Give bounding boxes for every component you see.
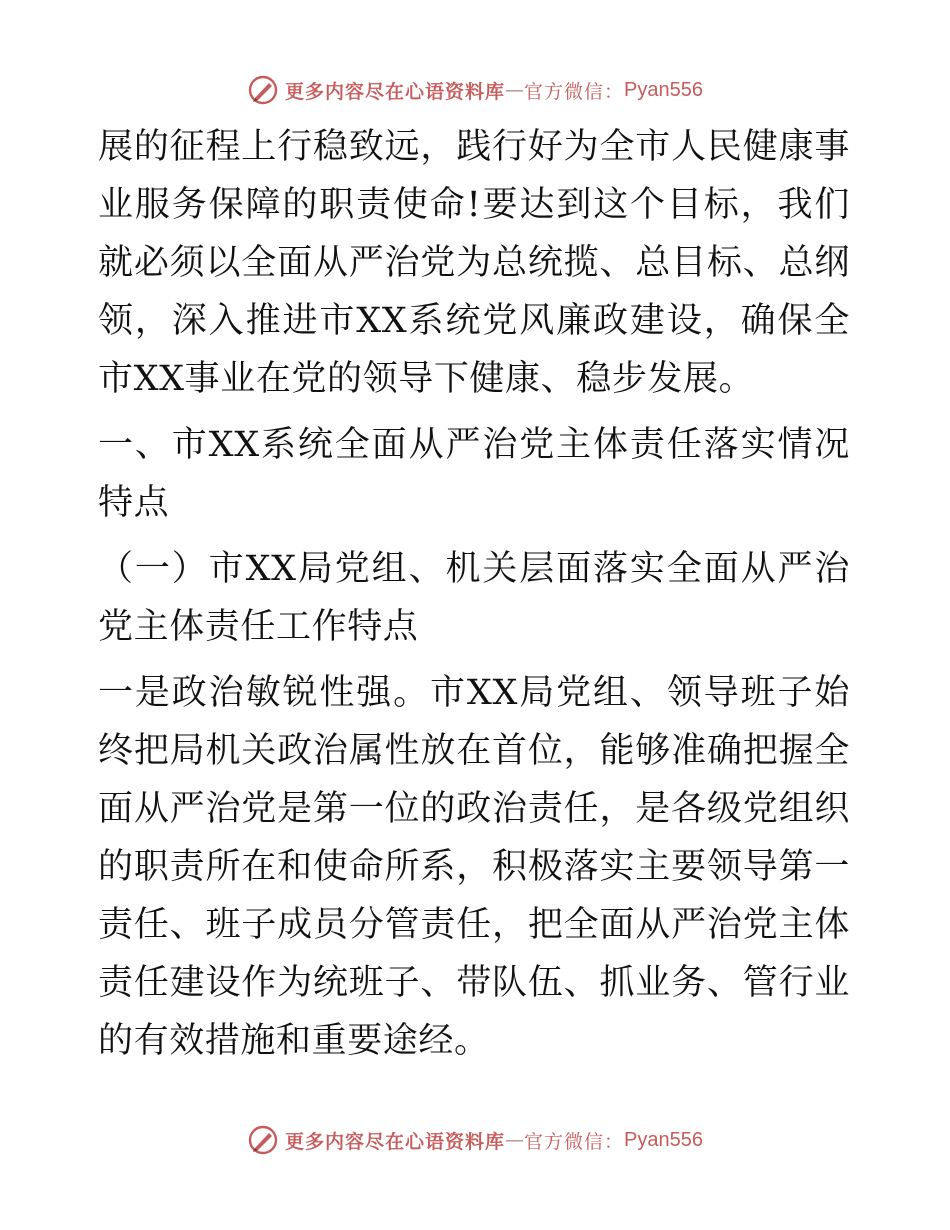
- watermark-dash: —: [505, 79, 525, 101]
- watermark-footer: [0, 1120, 950, 1160]
- watermark-wechat-label: 官方微信：: [524, 1130, 625, 1153]
- watermark-dash: —: [505, 1129, 525, 1151]
- subsection-heading-1: （一）市XX局党组、机关层面落实全面从严治党主体责任工作特点: [98, 549, 850, 647]
- document-body: [98, 118, 850, 1070]
- pen-logo-icon: [247, 1124, 279, 1156]
- watermark-title: 更多内容尽在心语资料库: [285, 1130, 506, 1153]
- paragraph-intro: 展的征程上行稳致远，践行好为全市人民健康事业服务保障的职责使命!要达到这个目标，我们就必须以全面从严治党为总统揽、总目标、总纲领，深入推进市XX系统党风廉政建设，确保全市XX事业在党的领导下健康、稳步发展。: [98, 127, 850, 399]
- watermark-wechat-id: Pyan556: [624, 78, 703, 101]
- paragraph-point-1: 一是政治敏锐性强。市XX局党组、领导班子始终把局机关政治属性放在首位，能够准确把握全面从严治党是第一位的政治责任，是各级党组织的职责所在和使命所系，积极落实主要领导第一责任、班子成员分管责任，把全面从严治党主体责任建设作为统班子、带队伍、抓业务、管行业的有效措施和重要途经。: [98, 673, 850, 1061]
- section-heading-1: 一、市XX系统全面从严治党主体责任落实情况特点: [98, 425, 850, 523]
- watermark-wechat-label: 官方微信：: [524, 80, 625, 103]
- watermark-wechat-id: Pyan556: [624, 1128, 703, 1151]
- pen-logo-icon: [247, 74, 279, 106]
- watermark-title: 更多内容尽在心语资料库: [285, 80, 506, 103]
- watermark-header: [0, 70, 950, 110]
